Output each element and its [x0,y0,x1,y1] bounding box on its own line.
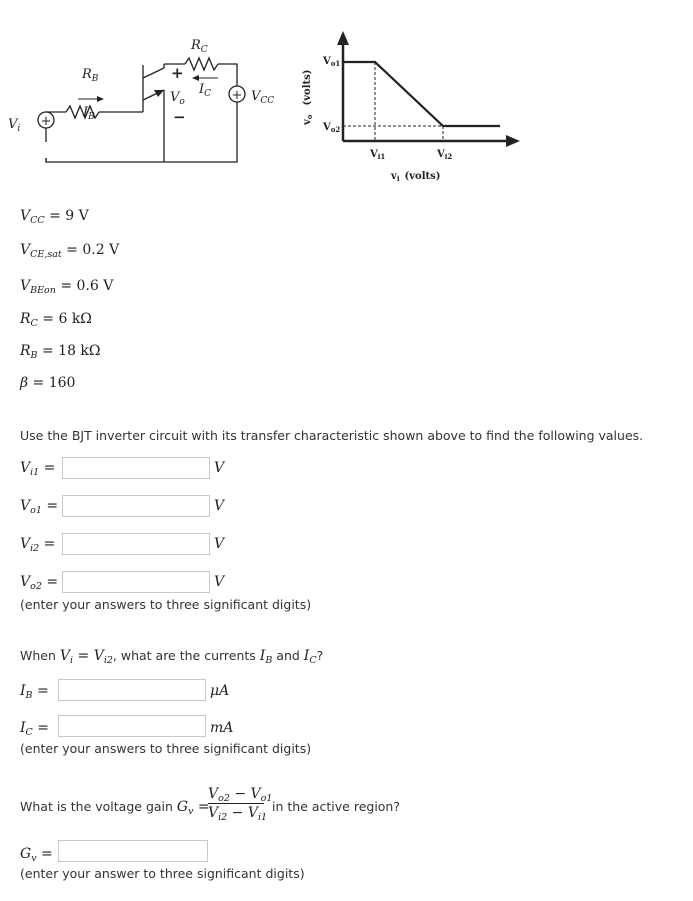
given-rb: $R_B = 18$ kΩ [20,343,101,361]
gain-denominator: $V_{i2} - V_{i1}$ [208,805,268,823]
vo2-label: $V_{o2}$ [323,122,341,134]
bjt-collector-leg [143,68,164,78]
vi2-label: $V_{i2}$ [437,149,453,161]
ib-label: $I_B$ [83,105,95,122]
y-axis-arrow-icon [337,31,349,45]
question3-prompt-post: in the active region? [272,799,400,814]
question3-prompt-pre: What is the voltage gain $G_v$ = [20,799,210,817]
transfer-curve [343,62,500,126]
vi1-label: $V_{i1}$ [370,149,386,161]
x-axis-arrow-icon [506,135,520,147]
question3-note: (enter your answer to three significant digits) [20,866,305,881]
y-axis-title: $v_o(volts)$ [302,69,314,125]
rc-label: $R_C$ [191,38,208,55]
resistor-rc [185,58,218,70]
given-vbeon: $V_{BEon} = 0.6$ V [20,278,114,296]
wire-bottom-return [46,102,237,162]
vo-plus: + [171,64,184,82]
ic-input[interactable] [58,715,206,737]
given-beta: β = 160 [20,375,76,391]
vi2-unit: V [214,536,225,552]
question2-prompt: When $V_i = V_{i2}$, what are the currents $I_B$ and $I_C$? [20,648,324,666]
question1-prompt: Use the BJT inverter circuit with its transfer characteristic shown above to find the following values. [20,428,644,443]
vi1-field-label: $V_{i1}$ = [20,460,56,478]
vo1-unit: V [214,498,225,514]
vi1-unit: V [214,460,225,476]
vi-plus: + [40,114,52,129]
given-vcc: $V_{CC} = 9$ V [20,208,89,226]
ib-input[interactable] [58,679,206,701]
question1-note: (enter your answers to three significant digits) [20,597,312,612]
vo-minus: − [173,108,186,126]
question2-note: (enter your answers to three significant digits) [20,741,312,756]
vcc-label: $V_{CC}$ [251,89,275,106]
ib-field-label: $I_B$ = [20,683,49,701]
wire-rc-vcc [218,64,237,86]
ib-arrow-icon [97,96,104,102]
vi-label: $V_i$ [8,117,21,134]
rb-label: $R_B$ [82,67,99,84]
given-vcesat: $V_{CE,sat} = 0.2$ V [20,242,120,260]
bjt-inverter-circuit [0,30,290,170]
ic-field-label: $I_C$ = [20,720,49,738]
vo2-unit: V [214,574,225,590]
vo2-field-label: $V_{o2}$ = [20,574,59,592]
vo1-field-label: $V_{o1}$ = [20,498,59,516]
gain-fraction [208,786,273,823]
gain-numerator: $V_{o2} - V_{o1}$ [208,786,273,804]
vo1-input[interactable] [62,495,210,517]
vo2-input[interactable] [62,571,210,593]
vi2-field-label: $V_{i2}$ = [20,536,56,554]
gv-input[interactable] [58,840,208,862]
vo1-label: $V_{o1}$ [323,56,341,68]
transfer-characteristic-plot [290,25,530,190]
ic-unit: mA [210,720,234,736]
ib-unit: μA [210,683,230,699]
vcc-plus: + [231,88,243,103]
vi2-input[interactable] [62,533,210,555]
x-axis-title: $v_i$ (volts) [391,171,441,183]
given-rc: $R_C = 6$ kΩ [20,311,92,329]
ic-arrow-icon [192,75,199,81]
vi1-input[interactable] [62,457,210,479]
vo-label: $V_o$ [170,90,185,107]
ic-label: $I_C$ [199,82,212,99]
gv-field-label: $G_v$ = [20,846,53,864]
